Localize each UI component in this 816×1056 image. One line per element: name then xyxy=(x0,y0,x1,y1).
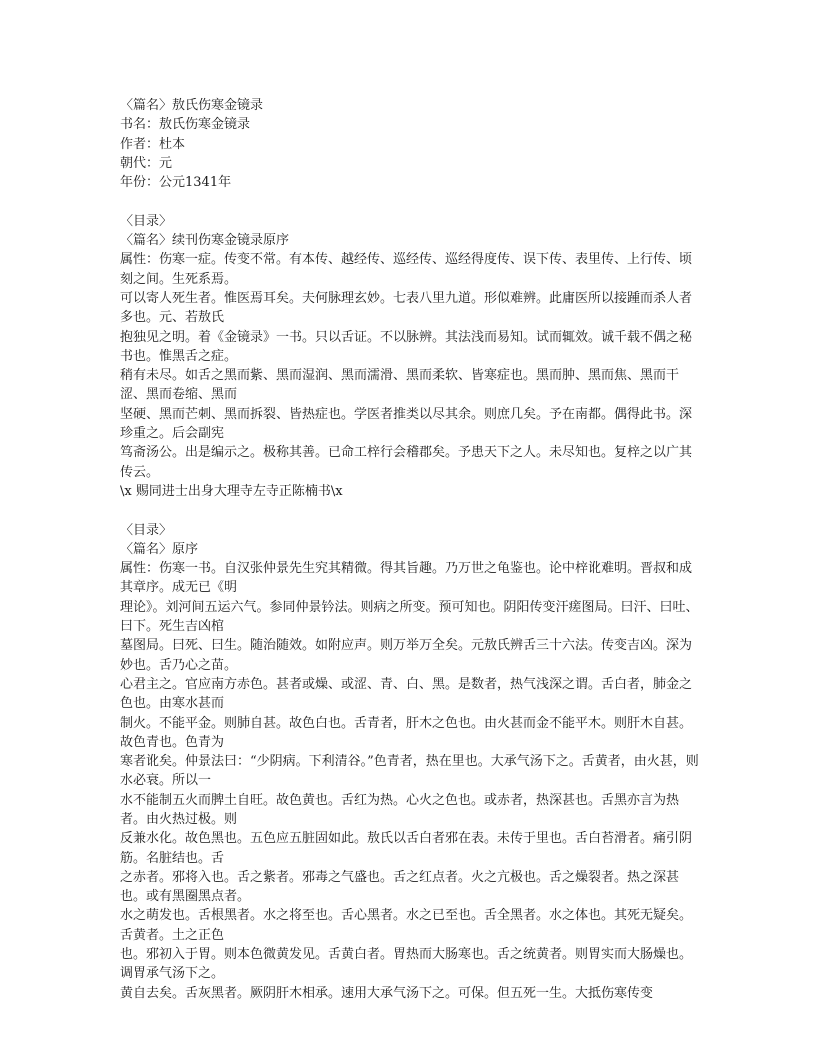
toc-label: 〈目录〉 xyxy=(120,213,173,229)
paragraph-line: 理论》。刘河间五运六气。参同仲景钤法。则病之所变。预可知也。阴阳传变汗瘥图局。曰汗、曰吐、曰下。死生吉凶棺 xyxy=(120,599,699,635)
author-line: 作者：杜本 xyxy=(120,136,186,152)
header-block xyxy=(120,96,700,192)
blank-line xyxy=(120,501,700,520)
paragraph-line: 水之萌发也。舌根黑者。水之将至也。舌心黑者。水之已至也。舌全黑者。水之体也。其死无疑矣。舌黄者。土之正色 xyxy=(120,908,693,943)
paragraph-line: 黄自去矣。舌灰黑者。厥阴肝木相承。速用大承气汤下之。可保。但五死一生。大抵伤寒传变 xyxy=(120,985,654,1001)
paragraph-line: 坚硬、黑而芒刺、黑而拆裂、皆热症也。学医者推类以尽其余。则庶几矣。予在南都。偶得此书。深珍重之。后会副宪 xyxy=(120,406,693,442)
year-line: 年份：公元1341年 xyxy=(120,175,232,191)
title-line: 〈篇名〉敖氏伤寒金镜录 xyxy=(120,98,264,113)
paragraph-line: 属性：伤寒一症。传变不常。有本传、越经传、巡经传、巡经得度传、误下传、表里传、上行传、顷刻之间。生死系焉。 xyxy=(120,252,693,287)
paragraph-line: 寒者讹矣。仲景法曰：“少阴病。下利清谷。”色青者，热在里也。大承气汤下之。舌黄者，由火甚，则水必衰。所以一 xyxy=(120,754,699,789)
paragraph-line: 制火。不能平金。则肺自甚。故色白也。舌青者，肝木之色也。由火甚而金不能平木。则肝木自甚。故色青也。色青为 xyxy=(120,715,693,750)
chapter-title: 〈篇名〉原序 xyxy=(120,541,199,557)
paragraph-line: 稍有未尽。如舌之黑而紫、黑而湿润、黑而濡滑、黑而柔软、皆寒症也。黑而肿、黑而焦、黑而干涩、黑而卷缩、黑而 xyxy=(120,368,680,403)
paragraph-line: 墓图局。曰死、曰生。随治随效。如附应声。则万举万全矣。元敖氏辨舌三十六法。传变吉凶。深为妙也。舌乃心之苗。 xyxy=(120,638,693,673)
toc-label: 〈目录〉 xyxy=(120,522,173,538)
paragraph-line: 笃斋汤公。出是编示之。极称其善。已命工梓行会稽郡矣。予患天下之人。未尽知也。复梓之以广其传云。 xyxy=(120,445,693,480)
document-page xyxy=(120,96,700,1003)
paragraph-line: 之赤者。邪将入也。舌之紫者。邪毒之气盛也。舌之红点者。火之亢极也。舌之燥裂者。热之深甚也。或有黑圈黑点者。 xyxy=(120,869,680,905)
section-preface-reprint xyxy=(120,212,700,501)
paragraph-line: 属性：伤寒一书。自汉张仲景先生究其精微。得其旨趣。乃万世之龟鉴也。论中梓讹难明。晋叔和成其章序。成无已《明 xyxy=(120,561,693,596)
book-name-line: 书名：敖氏伤寒金镜录 xyxy=(120,117,251,133)
signature-line: \x 赐同进士出身大理寺左寺正陈楠书\x xyxy=(120,483,343,499)
paragraph-line: 心君主之。官应南方赤色。甚者或燥、或涩、青、白、黑。是数者，热气浅深之谓。舌白者，肺金之色也。由寒水甚而 xyxy=(120,676,693,712)
section-original-preface xyxy=(120,521,700,1003)
chapter-title: 〈篇名〉续刊伤寒金镜录原序 xyxy=(120,233,290,249)
blank-line xyxy=(120,192,700,211)
dynasty-line: 朝代：元 xyxy=(120,155,173,171)
paragraph-line: 反兼水化。故色黑也。五色应五脏固如此。敖氏以舌白者邪在表。未传于里也。舌白苔滑者。痛引阴筋。名脏结也。舌 xyxy=(120,831,693,866)
paragraph-line: 水不能制五火而脾土自旺。故色黄也。舌红为热。心火之色也。或赤者，热深甚也。舌黑亦言为热者。由火热过极。则 xyxy=(120,792,680,827)
paragraph-line: 可以寄人死生者。惟医焉耳矣。夫何脉理玄妙。七表八里九道。形似难辨。此庸医所以接踵而杀人者多也。元、若敖氏 xyxy=(120,290,693,326)
paragraph-line: 抱独见之明。着《金镜录》一书。只以舌证。不以脉辨。其法浅而易知。试而辄效。诚千载不偶之秘书也。惟黑舌之症。 xyxy=(120,329,693,364)
paragraph-line: 也。邪初入于胃。则本色微黄发见。舌黄白者。胃热而大肠寒也。舌之统黄者。则胃实而大肠燥也。调胃承气汤下之。 xyxy=(120,947,693,982)
